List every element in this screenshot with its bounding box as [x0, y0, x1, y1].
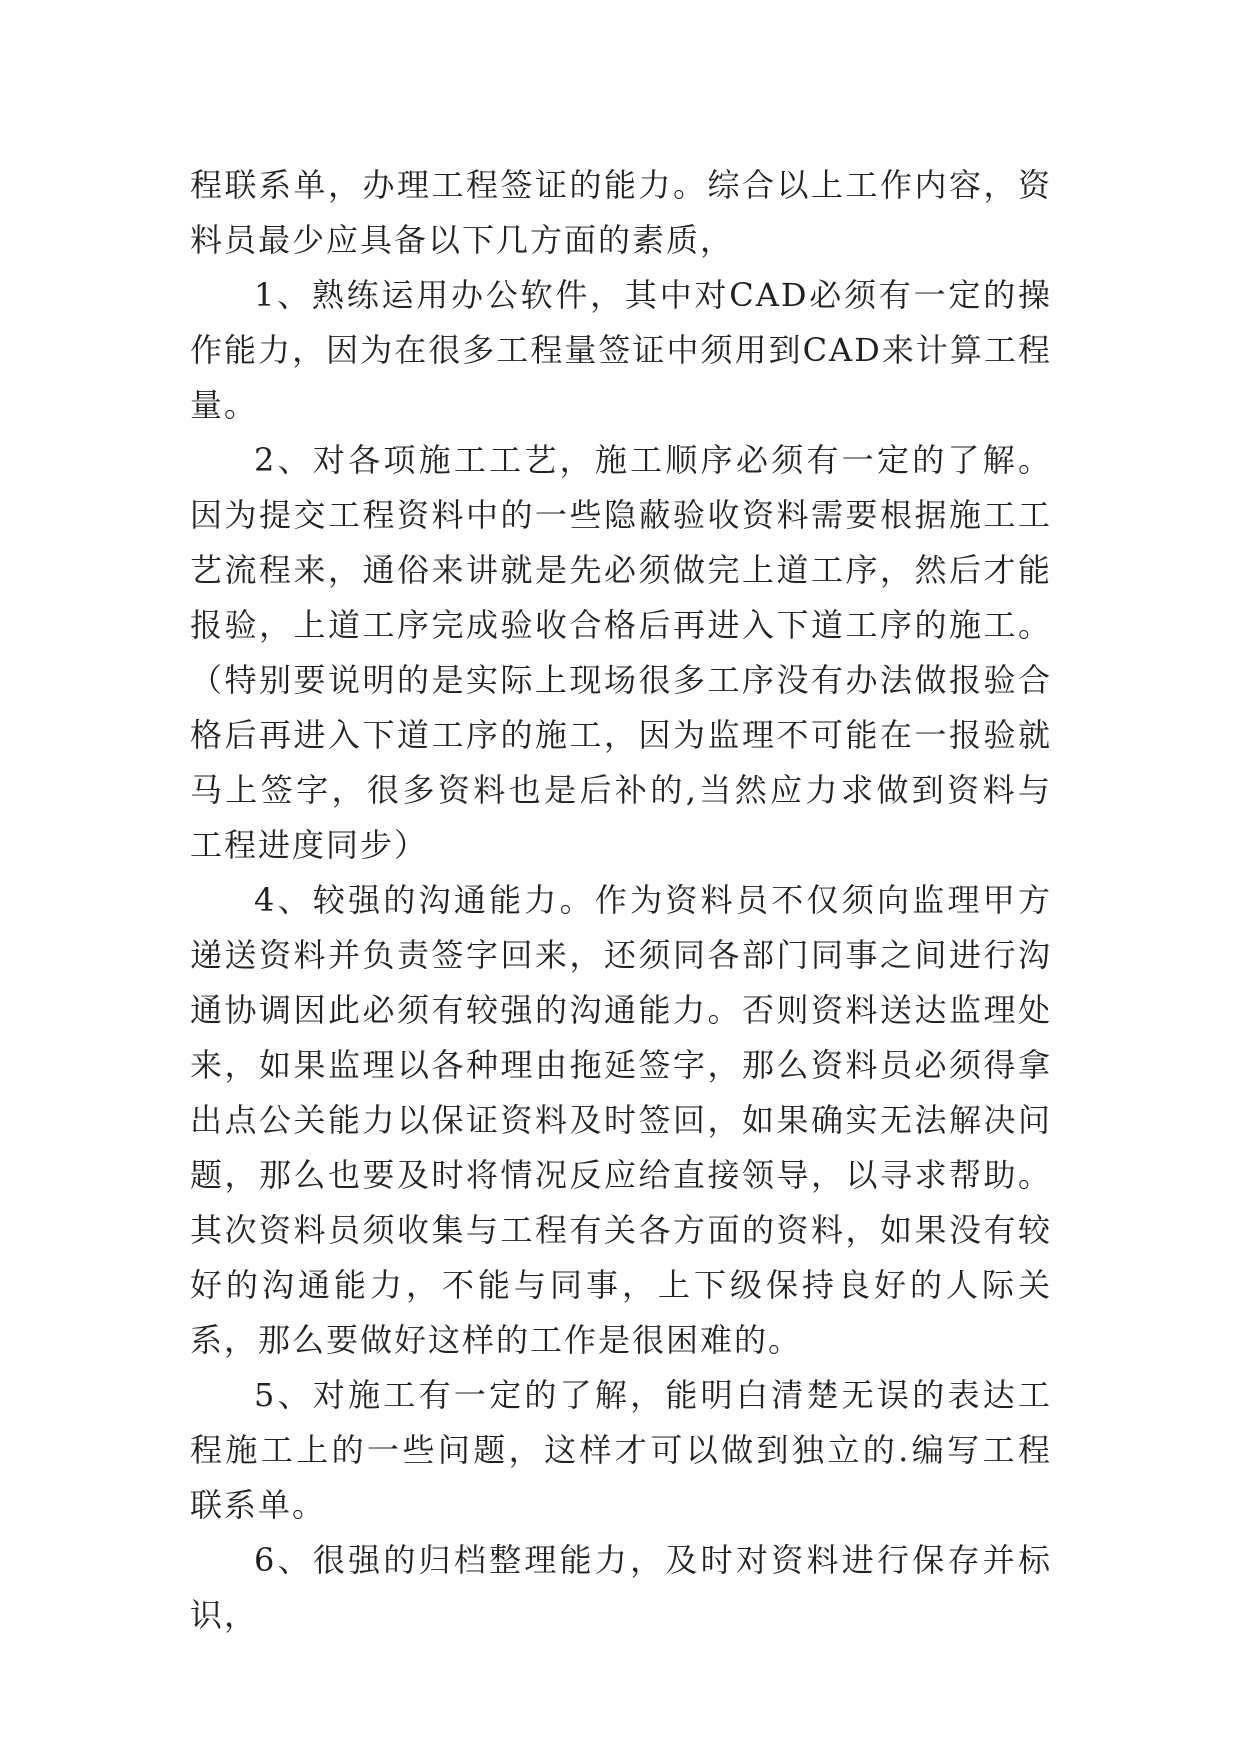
paragraph-item-2: 2、对各项施工工艺，施工顺序必须有一定的了解。因为提交工程资料中的一些隐蔽验收资料需要根据施工工艺流程来，通俗来讲就是先必须做完上道工序，然后才能报验，上道工序完成验收合格后再进入下道工序的施工。（特别要说明的是实际上现场很多工序没有办法做报验合格后再进入下道工序的施工，因为监理不可能在一报验就马上签字，很多资料也是后补的,当然应力求做到资料与工程进度同步） [190, 441, 1052, 864]
paragraph-item-4: 4、较强的沟通能力。作为资料员不仅须向监理甲方递送资料并负责签字回来，还须同各部门同事之间进行沟通协调因此必须有较强的沟通能力。否则资料送达监理处来，如果监理以各种理由拖延签字，那么资料员必须得拿出点公关能力以保证资料及时签回，如果确实无法解决问题，那么也要及时将情况反应给直接领导，以寻求帮助。其次资料员须收集与工程有关各方面的资料，如果没有较好的沟通能力，不能与同事，上下级保持良好的人际关系，那么要做好这样的工作是很困难的。 [190, 881, 1052, 1359]
paragraph-item-1: 1、熟练运用办公软件，其中对CAD必须有一定的操作能力，因为在很多工程量签证中须用到CAD来计算工程量。 [190, 276, 1052, 424]
document-body [190, 158, 1052, 1643]
paragraph-intro: 程联系单，办理工程签证的能力。综合以上工作内容，资料员最少应具备以下几方面的素质， [190, 166, 1052, 259]
paragraph-item-5: 5、对施工有一定的了解，能明白清楚无误的表达工程施工上的一些问题，这样才可以做到独立的.编写工程联系单。 [190, 1376, 1052, 1524]
paragraph-item-6: 6、很强的归档整理能力，及时对资料进行保存并标识， [190, 1541, 1052, 1634]
